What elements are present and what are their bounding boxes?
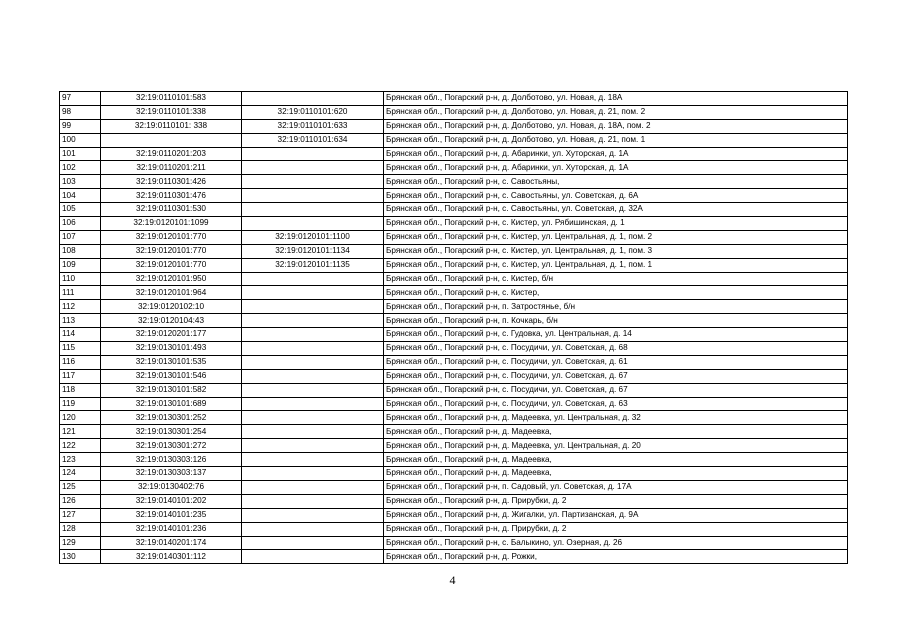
table-row: [60, 105, 848, 119]
premises-cadastral-number-cell: [242, 369, 384, 383]
address-cell: Брянская обл., Погарский р-н, с. Кистер, ул. Центральная, д. 1, пом. 3: [384, 244, 848, 258]
cadastral-number-cell: 32:19:0120101:770: [101, 230, 242, 244]
row-number-cell: 97: [60, 92, 101, 106]
address-cell: Брянская обл., Погарский р-н, д. Долботово, ул. Новая, д. 18А, пом. 2: [384, 119, 848, 133]
cadastral-number-cell: 32:19:0110101: 338: [101, 119, 242, 133]
address-cell: Брянская обл., Погарский р-н, д. Долботово, ул. Новая, д. 18А: [384, 92, 848, 106]
row-number-cell: 98: [60, 105, 101, 119]
premises-cadastral-number-cell: [242, 300, 384, 314]
row-number-cell: 112: [60, 300, 101, 314]
cadastral-number-cell: 32:19:0130101:546: [101, 369, 242, 383]
cadastral-number-cell: 32:19:0120101:964: [101, 286, 242, 300]
address-cell: Брянская обл., Погарский р-н, д. Прирубки, д. 2: [384, 522, 848, 536]
row-number-cell: 124: [60, 467, 101, 481]
table-row: [60, 244, 848, 258]
cadastral-number-cell: 32:19:0130101:493: [101, 342, 242, 356]
premises-cadastral-number-cell: [242, 383, 384, 397]
table-row: [60, 342, 848, 356]
cadastral-number-cell: 32:19:0130301:272: [101, 439, 242, 453]
premises-cadastral-number-cell: [242, 314, 384, 328]
table-row: [60, 494, 848, 508]
cadastral-number-cell: 32:19:0110201:203: [101, 147, 242, 161]
cadastral-number-cell: 32:19:0130301:254: [101, 425, 242, 439]
premises-cadastral-number-cell: 32:19:0110101:620: [242, 105, 384, 119]
cadastral-number-cell: 32:19:0120102:10: [101, 300, 242, 314]
row-number-cell: 122: [60, 439, 101, 453]
table-row: [60, 369, 848, 383]
cadastral-number-cell: 32:19:0130303:126: [101, 453, 242, 467]
premises-cadastral-number-cell: [242, 272, 384, 286]
table-row: [60, 467, 848, 481]
table-row: [60, 161, 848, 175]
table-row: [60, 92, 848, 106]
row-number-cell: 113: [60, 314, 101, 328]
premises-cadastral-number-cell: [242, 286, 384, 300]
row-number-cell: 111: [60, 286, 101, 300]
table-row: [60, 453, 848, 467]
premises-cadastral-number-cell: [242, 175, 384, 189]
table-row: [60, 258, 848, 272]
premises-cadastral-number-cell: [242, 453, 384, 467]
row-number-cell: 123: [60, 453, 101, 467]
address-cell: Брянская обл., Погарский р-н, д. Жигалки, ул. Партизанская, д. 9А: [384, 508, 848, 522]
table-row: [60, 439, 848, 453]
cadastral-number-cell: 32:19:0120201:177: [101, 328, 242, 342]
cadastral-number-cell: 32:19:0120101:1099: [101, 217, 242, 231]
row-number-cell: 99: [60, 119, 101, 133]
cadastral-number-cell: 32:19:0110201:211: [101, 161, 242, 175]
address-cell: Брянская обл., Погарский р-н, с. Савостьяны, ул. Советская, д. 32А: [384, 203, 848, 217]
cadastral-number-cell: [101, 133, 242, 147]
premises-cadastral-number-cell: 32:19:0120101:1100: [242, 230, 384, 244]
premises-cadastral-number-cell: 32:19:0110101:633: [242, 119, 384, 133]
cadastral-number-cell: 32:19:0130101:689: [101, 397, 242, 411]
registry-table: [59, 91, 848, 564]
cadastral-number-cell: 32:19:0130402:76: [101, 480, 242, 494]
row-number-cell: 121: [60, 425, 101, 439]
row-number-cell: 110: [60, 272, 101, 286]
cadastral-number-cell: 32:19:0120101:950: [101, 272, 242, 286]
cadastral-number-cell: 32:19:0140301:112: [101, 550, 242, 564]
table-row: [60, 119, 848, 133]
premises-cadastral-number-cell: [242, 467, 384, 481]
premises-cadastral-number-cell: [242, 397, 384, 411]
premises-cadastral-number-cell: 32:19:0120101:1134: [242, 244, 384, 258]
address-cell: Брянская обл., Погарский р-н, п. Садовый, ул. Советская, д. 17А: [384, 480, 848, 494]
address-cell: Брянская обл., Погарский р-н, с. Савостьяны, ул. Советская, д. 6А: [384, 189, 848, 203]
table-row: [60, 480, 848, 494]
premises-cadastral-number-cell: [242, 328, 384, 342]
premises-cadastral-number-cell: [242, 439, 384, 453]
cadastral-number-cell: 32:19:0130303:137: [101, 467, 242, 481]
address-cell: Брянская обл., Погарский р-н, с. Посудичи, ул. Советская, д. 67: [384, 383, 848, 397]
cadastral-number-cell: 32:19:0120101:770: [101, 258, 242, 272]
row-number-cell: 106: [60, 217, 101, 231]
table-row: [60, 508, 848, 522]
address-cell: Брянская обл., Погарский р-н, д. Прирубки, д. 2: [384, 494, 848, 508]
address-cell: Брянская обл., Погарский р-н, с. Кистер, б/н: [384, 272, 848, 286]
row-number-cell: 130: [60, 550, 101, 564]
row-number-cell: 119: [60, 397, 101, 411]
cadastral-number-cell: 32:19:0110301:530: [101, 203, 242, 217]
row-number-cell: 116: [60, 355, 101, 369]
premises-cadastral-number-cell: [242, 203, 384, 217]
address-cell: Брянская обл., Погарский р-н, с. Балыкино, ул. Озерная, д. 26: [384, 536, 848, 550]
table-row: [60, 147, 848, 161]
table-row: [60, 411, 848, 425]
cadastral-number-cell: 32:19:0140101:236: [101, 522, 242, 536]
row-number-cell: 102: [60, 161, 101, 175]
table-row: [60, 189, 848, 203]
table-row: [60, 328, 848, 342]
address-cell: Брянская обл., Погарский р-н, с. Посудичи, ул. Советская, д. 67: [384, 369, 848, 383]
row-number-cell: 114: [60, 328, 101, 342]
premises-cadastral-number-cell: 32:19:0120101:1135: [242, 258, 384, 272]
premises-cadastral-number-cell: [242, 522, 384, 536]
premises-cadastral-number-cell: 32:19:0110101:634: [242, 133, 384, 147]
row-number-cell: 118: [60, 383, 101, 397]
address-cell: Брянская обл., Погарский р-н, д. Мадеевка,: [384, 425, 848, 439]
table-row: [60, 397, 848, 411]
table-row: [60, 286, 848, 300]
address-cell: Брянская обл., Погарский р-н, с. Кистер, ул. Рябишинская, д. 1: [384, 217, 848, 231]
address-cell: Брянская обл., Погарский р-н, д. Мадеевка, ул. Центральная, д. 20: [384, 439, 848, 453]
address-cell: Брянская обл., Погарский р-н, с. Кистер, ул. Центральная, д. 1, пом. 2: [384, 230, 848, 244]
premises-cadastral-number-cell: [242, 411, 384, 425]
row-number-cell: 105: [60, 203, 101, 217]
premises-cadastral-number-cell: [242, 161, 384, 175]
row-number-cell: 107: [60, 230, 101, 244]
address-cell: Брянская обл., Погарский р-н, д. Долботово, ул. Новая, д. 21, пом. 1: [384, 133, 848, 147]
row-number-cell: 100: [60, 133, 101, 147]
premises-cadastral-number-cell: [242, 189, 384, 203]
table-row: [60, 383, 848, 397]
address-cell: Брянская обл., Погарский р-н, д. Мадеевка, ул. Центральная, д. 32: [384, 411, 848, 425]
table-row: [60, 175, 848, 189]
premises-cadastral-number-cell: [242, 480, 384, 494]
address-cell: Брянская обл., Погарский р-н, с. Кистер, ул. Центральная, д. 1, пом. 1: [384, 258, 848, 272]
cadastral-number-cell: 32:19:0110301:426: [101, 175, 242, 189]
address-cell: Брянская обл., Погарский р-н, д. Мадеевка,: [384, 467, 848, 481]
table-row: [60, 300, 848, 314]
cadastral-number-cell: 32:19:0140101:202: [101, 494, 242, 508]
table-row: [60, 133, 848, 147]
row-number-cell: 101: [60, 147, 101, 161]
premises-cadastral-number-cell: [242, 425, 384, 439]
cadastral-number-cell: 32:19:0110301:476: [101, 189, 242, 203]
row-number-cell: 108: [60, 244, 101, 258]
table-row: [60, 217, 848, 231]
cadastral-number-cell: 32:19:0140201:174: [101, 536, 242, 550]
address-cell: Брянская обл., Погарский р-н, с. Кистер,: [384, 286, 848, 300]
table-row: [60, 536, 848, 550]
table-row: [60, 550, 848, 564]
cadastral-number-cell: 32:19:0110101:338: [101, 105, 242, 119]
row-number-cell: 128: [60, 522, 101, 536]
premises-cadastral-number-cell: [242, 92, 384, 106]
address-cell: Брянская обл., Погарский р-н, п. Затростянье, б/н: [384, 300, 848, 314]
cadastral-number-cell: 32:19:0140101:235: [101, 508, 242, 522]
premises-cadastral-number-cell: [242, 494, 384, 508]
address-cell: Брянская обл., Погарский р-н, с. Посудичи, ул. Советская, д. 68: [384, 342, 848, 356]
table-row: [60, 522, 848, 536]
premises-cadastral-number-cell: [242, 550, 384, 564]
cadastral-number-cell: 32:19:0120101:770: [101, 244, 242, 258]
address-cell: Брянская обл., Погарский р-н, с. Савостьяны,: [384, 175, 848, 189]
table-row: [60, 203, 848, 217]
row-number-cell: 103: [60, 175, 101, 189]
address-cell: Брянская обл., Погарский р-н, с. Посудичи, ул. Советская, д. 61: [384, 355, 848, 369]
premises-cadastral-number-cell: [242, 147, 384, 161]
address-cell: Брянская обл., Погарский р-н, д. Долботово, ул. Новая, д. 21, пом. 2: [384, 105, 848, 119]
address-cell: Брянская обл., Погарский р-н, д. Мадеевка,: [384, 453, 848, 467]
table-row: [60, 230, 848, 244]
registry-table-body: [60, 92, 848, 564]
premises-cadastral-number-cell: [242, 508, 384, 522]
address-cell: Брянская обл., Погарский р-н, с. Гудовка, ул. Центральная, д. 14: [384, 328, 848, 342]
row-number-cell: 109: [60, 258, 101, 272]
cadastral-number-cell: 32:19:0110101:583: [101, 92, 242, 106]
premises-cadastral-number-cell: [242, 536, 384, 550]
row-number-cell: 129: [60, 536, 101, 550]
page-number: 4: [449, 573, 456, 587]
table-row: [60, 355, 848, 369]
cadastral-number-cell: 32:19:0120104:43: [101, 314, 242, 328]
cadastral-number-cell: 32:19:0130101:582: [101, 383, 242, 397]
address-cell: Брянская обл., Погарский р-н, п. Кочкарь, б/н: [384, 314, 848, 328]
row-number-cell: 120: [60, 411, 101, 425]
row-number-cell: 104: [60, 189, 101, 203]
premises-cadastral-number-cell: [242, 342, 384, 356]
row-number-cell: 125: [60, 480, 101, 494]
table-row: [60, 425, 848, 439]
row-number-cell: 127: [60, 508, 101, 522]
row-number-cell: 117: [60, 369, 101, 383]
cadastral-number-cell: 32:19:0130101:535: [101, 355, 242, 369]
address-cell: Брянская обл., Погарский р-н, д. Абаринки, ул. Хуторская, д. 1А: [384, 161, 848, 175]
address-cell: Брянская обл., Погарский р-н, д. Рожки,: [384, 550, 848, 564]
cadastral-number-cell: 32:19:0130301:252: [101, 411, 242, 425]
address-cell: Брянская обл., Погарский р-н, д. Абаринки, ул. Хуторская, д. 1А: [384, 147, 848, 161]
row-number-cell: 126: [60, 494, 101, 508]
premises-cadastral-number-cell: [242, 355, 384, 369]
address-cell: Брянская обл., Погарский р-н, с. Посудичи, ул. Советская, д. 63: [384, 397, 848, 411]
table-row: [60, 314, 848, 328]
table-row: [60, 272, 848, 286]
premises-cadastral-number-cell: [242, 217, 384, 231]
row-number-cell: 115: [60, 342, 101, 356]
